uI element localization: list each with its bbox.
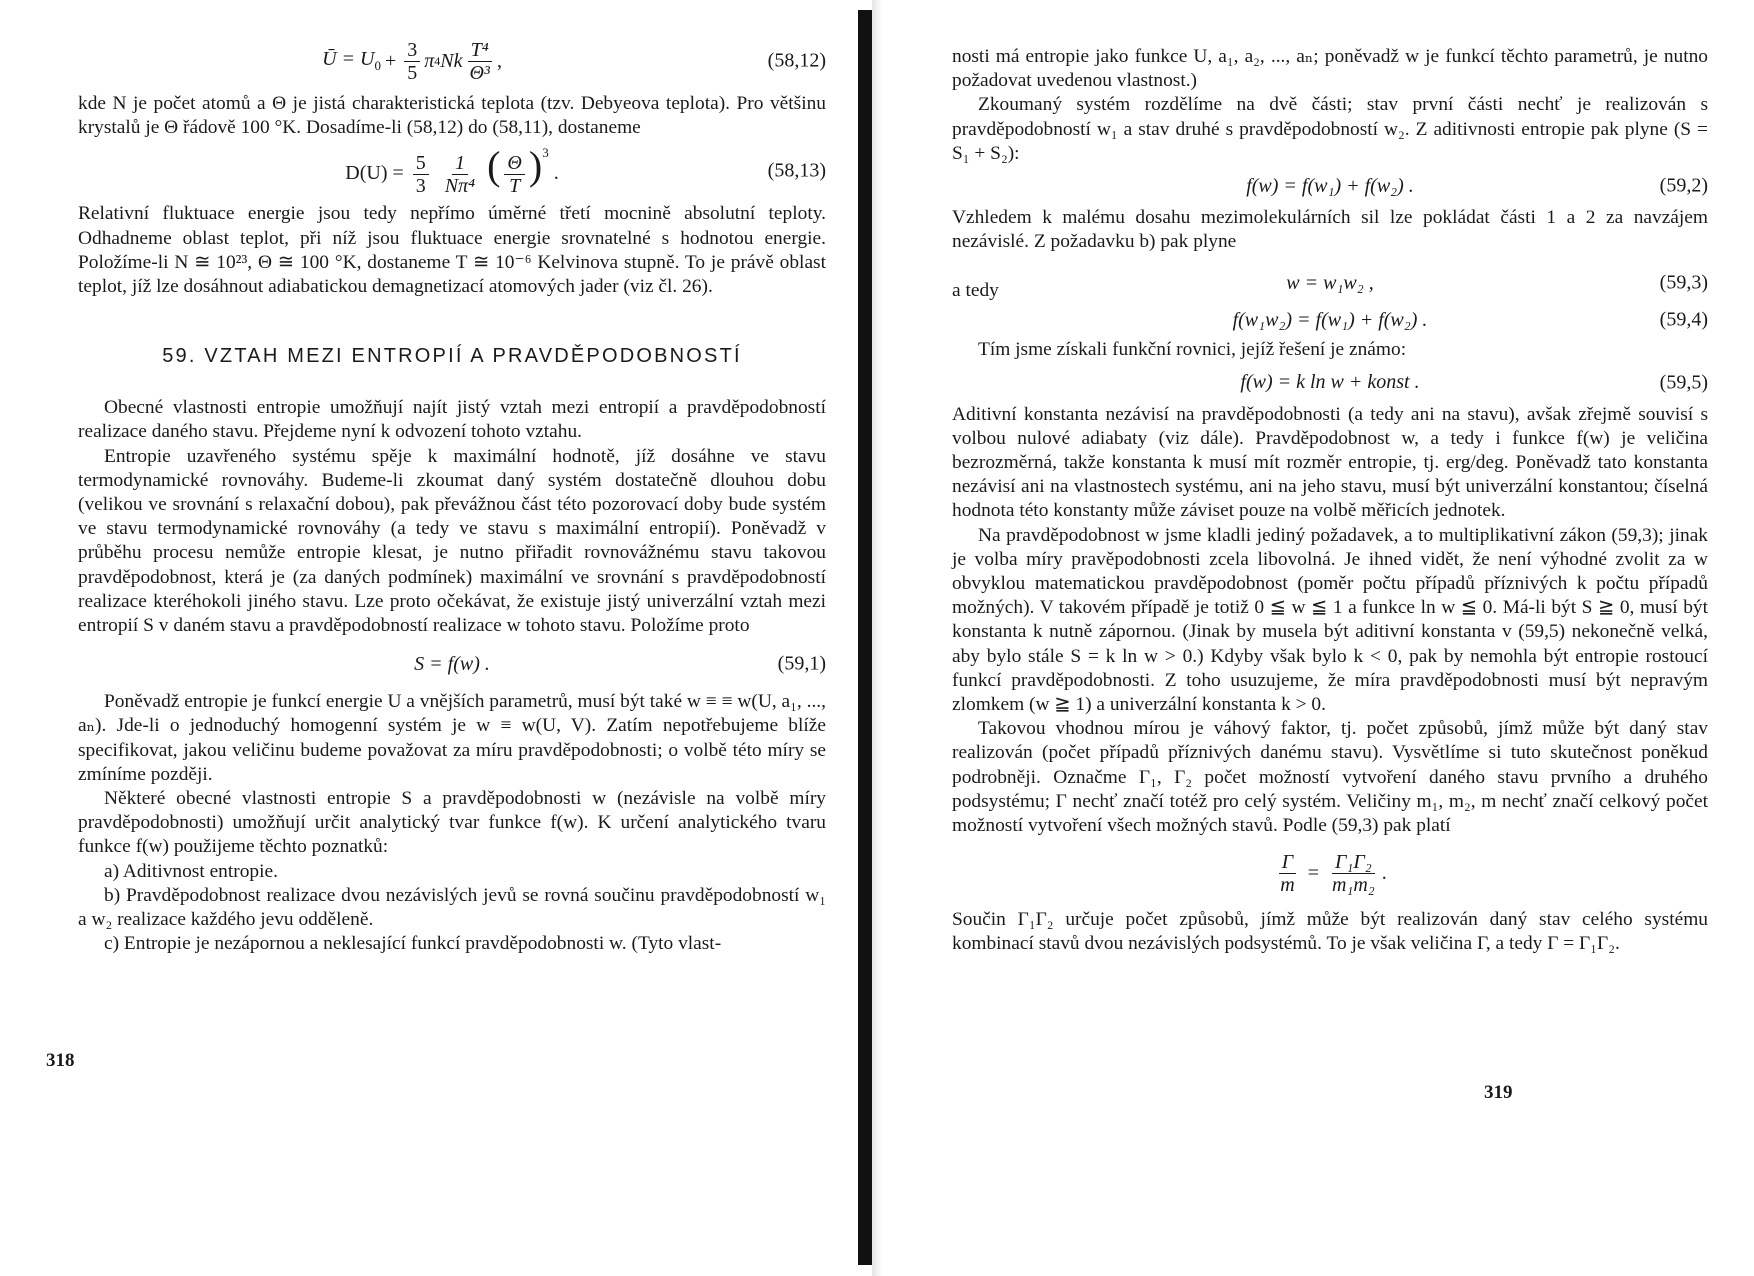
a-tedy-label: a tedy <box>952 280 999 302</box>
eq-59-5-expr: f(w) = k ln w + konst . <box>1240 371 1420 394</box>
eq-58-12-tail: , <box>496 49 502 72</box>
gamma-frac-1 <box>1277 851 1297 896</box>
equation-58-13: D(U) = $\frac{5}{3}$ $\frac{1}{\text{Nπ⁴}}$ ( $\frac{\Theta}{T}$ )$^3$ . (58,13) <box>345 143 826 198</box>
equation-59-1 <box>78 638 826 690</box>
eq-59-1-number: (59,1) <box>777 652 826 675</box>
left-paragraph-2: Relativní fluktuace energie jsou tedy nepřímo úměrné třetí mocnině absolutní teploty. Odhadneme oblast teplot, při níž jsou fluktuace energie srovnatelné s hodnotou energie. Položíme-li N ≅ 10²³, Θ ≅ 100 °K, dostaneme T ≅ 10⁻⁶ Kelvinova stupně. To je právě oblast teplot, jíž lze dosáhnout adiabatickou demagnetizací atomových jader (viz čl. 26). <box>78 203 826 298</box>
gamma-frac-2-num: Γ₁Γ₂ <box>1332 851 1375 874</box>
book-gutter <box>858 10 872 1265</box>
eq-58-12-pi: π <box>424 49 435 72</box>
eq-58-12-lhs: Ū = U <box>322 48 375 70</box>
eq-58-12-plus: + <box>384 49 397 72</box>
eq-58-12-nk: Nk <box>440 49 463 72</box>
eq-58-12-t-num: T⁴ <box>468 39 492 62</box>
eq-58-13-exp: 3 <box>542 145 549 161</box>
eq-58-12-frac-num: 3 <box>404 39 420 62</box>
eq-58-12-number: (58,12) <box>767 49 826 72</box>
section-heading: 59. VZTAH MEZI ENTROPIÍ A PRAVDĚPODOBNOSTÍ <box>162 345 742 368</box>
eq-58-12-frac-den: 5 <box>407 61 418 84</box>
right-paragraph-6: Na pravděpodobnost w jsme kladli jediný požadavek, a to multiplikativní zákon (59,3); jinak je volba míry pravěpodobnosti zcela libovolná. Je ihned vidět, že není výhodné zvolit za w obvyklou matematickou pravděpodobnost (poměr počtu případů příznivých k počtu případů možných). V takovém případě je totiž 0 ≦ w ≦ 1 a funkce ln w ≦ 0. Má-li být S ≧ 0, musí být konstanta k nutně zápornou. (Jinak by musela být aditivní konstanta v (59,5) nekonečně velká, aby bylo stále S = k ln w > 0.) Kdyby však bylo k < 0, pak by nemohla být entropie rostoucí funkcí pravděpodobnosti. Z toho usuzujeme, že míra pravděpodobnosti musí být nepravým zlomkem (w ≧ 1) a univerzální konstanta k > 0. <box>952 524 1708 716</box>
left-paragraph-3: Obecné vlastnosti entropie umožňují najít jistý vztah mezi entropií a pravděpodobností realizace daného stavu. Přejdeme nyní k odvození tohoto vztahu. <box>78 397 826 443</box>
gamma-frac-2 <box>1329 851 1378 896</box>
eq-58-12-frac <box>404 39 420 84</box>
eq-58-13-frac2 <box>442 152 478 197</box>
eq-58-13-tail: . <box>553 162 559 185</box>
gamma-frac-1-num: Γ <box>1279 851 1296 874</box>
gamma-frac-2-den: m₁m₂ <box>1331 873 1375 896</box>
eq-58-13-number: (58,13) <box>767 159 826 182</box>
list-item-a: a) Aditivnost entropie. <box>104 860 278 882</box>
eq-58-12-sup: 4 <box>434 53 441 68</box>
right-page <box>880 0 1754 1276</box>
eq-58-12-sub: 0 <box>374 58 381 73</box>
left-page <box>0 0 860 1276</box>
equation-gamma-ratio <box>952 838 1708 908</box>
list-item-b: b) Pravděpodobnost realizace dvou nezávislých jevů se rovná součinu pravděpodobností w₁ a w₂ realizace každého jevu odděleně. <box>78 884 826 931</box>
eq-58-13-f3-den: T <box>509 175 521 198</box>
right-paragraph-4: Tím jsme získali funkční rovnici, jejíž řešení je známo: <box>978 339 1407 361</box>
eq-58-13-lhs: D(U) = <box>345 162 404 185</box>
page-number-right: 319 <box>1484 1082 1513 1103</box>
equation-58-12 <box>78 30 826 92</box>
eq-59-3-number: (59,3) <box>1659 271 1708 294</box>
eq-58-13-f1-num: 5 <box>413 152 429 175</box>
left-paragraph-4: Entropie uzavřeného systému spěje k maximální hodnotě, jíž dosáhne ve stavu termodynamické rovnováhy. Budeme-li zkoumat daný systém dostatečně dlouhou dobu (velikou ve srovnání s relaxační dobou), pak převážnou část této pozorovací doby bude systém ve stavu termodynamické rovnováhy (a tedy ve stavu s maximální entropií). Poněvadž v průběhu procesu nemůže entropie klesat, je nutno přiřadit rovnovážnému stavu takovou pravděpodobnost, která je (za daných podmínek) maximální ve srovnání s pravděpodobností realizace kteréhokoli jiného stavu. Lze proto očekávat, že existuje jistý univerzální vztah mezi entropií S v daném stavu a pravděpodobností realizace w tohoto stavu. Položíme proto <box>78 445 826 637</box>
list-item-c: c) Entropie je nezápornou a neklesající funkcí pravděpodobnosti w. (Tyto vlast- <box>104 933 722 955</box>
gamma-tail: . <box>1381 861 1387 884</box>
eq-58-12-t-den: Θ³ <box>469 61 490 84</box>
right-paragraph-5: Aditivní konstanta nezávisí na pravděpodobnosti (a tedy ani na stavu), avšak zřejmě souvisí s volbou nulové adiabaty (viz dále). Pravděpodobnost w, a tedy i funkce f(w) je veličina bezrozměrná, takže konstanta k musí mít rozměr entropie, tj. erg/deg. Poněvadž tato konstanta nezávisí ani na vlastnostech systému, ani na jeho stavu, musí být univerzální konstantou; číselná hodnota této konstanty může záviset pouze na volbě měřicích jednotek. <box>952 403 1708 522</box>
page-number-left: 318 <box>46 1050 75 1071</box>
left-paragraph-1: kde N je počet atomů a Θ je jistá charakteristická teplota (tzv. Debyeova teplota). Pro většinu krystalů je Θ řádově 100 °K. Dosadíme-li (58,12) do (58,11), dostaneme <box>78 93 826 139</box>
equation-59-4 <box>952 302 1708 338</box>
gamma-frac-1-den: m <box>1280 873 1295 896</box>
right-paragraph-3: Vzhledem k malému dosahu mezimolekulárních sil lze pokládat části 1 a 2 za navzájem nezávislé. Z požadavku b) pak plyne <box>952 207 1708 253</box>
eq-58-13-f2-den: Nπ⁴ <box>444 175 476 198</box>
eq-59-2-expr: f(w) = f(w₁) + f(w₂) . <box>1246 174 1414 197</box>
equation-59-5 <box>952 363 1708 403</box>
left-paragraph-6: Některé obecné vlastnosti entropie S a pravděpodobnosti w (nezávisle na volbě míry pravděpodobnosti) umožňují určit analytický tvar funkce f(w). K určení analytického tvaru funkce f(w) použijeme těchto poznatků: <box>78 788 826 858</box>
eq-59-5-number: (59,5) <box>1659 371 1708 394</box>
eq-59-3-expr: w = w₁w₂ , <box>1286 271 1374 294</box>
left-paragraph-5: Poněvadž entropie je funkcí energie U a vnějších parametrů, musí být také w ≡ ≡ w(U, a₁, ..., aₙ). Jde-li o jednoduchý homogenní systém je w ≡ w(U, V). Zatím nepotřebujeme blíže specifikovat, jakou veličinu budeme považovat za míru pravděpodobnosti; o volbě této míry se zmíníme později. <box>78 691 826 785</box>
right-paragraph-1: nosti má entropie jako funkce U, a₁, a₂, ..., aₙ; poněvadž w je funkcí těchto parametrů, je nutno požadovat uvedenou vlastnost.) <box>952 46 1708 92</box>
eq-59-1-expr: S = f(w) . <box>414 652 490 675</box>
left-column <box>78 30 826 956</box>
eq-58-12-frac2 <box>466 39 492 84</box>
eq-58-13-f3-num: Θ <box>504 152 524 175</box>
eq-58-13-f2-num: 1 <box>452 152 468 175</box>
eq-59-2-number: (59,2) <box>1659 174 1708 197</box>
eq-58-13-f1-den: 3 <box>415 175 426 198</box>
equation-59-2 <box>952 166 1708 206</box>
eq-58-13-frac1 <box>413 152 429 197</box>
gamma-equals: = <box>1307 861 1319 884</box>
eq-59-4-expr: f(w₁w₂) = f(w₁) + f(w₂) . <box>1232 308 1428 331</box>
equation-59-3 <box>952 264 1708 302</box>
eq-58-13-frac3 <box>504 152 524 197</box>
right-paragraph-8: Součin Γ₁Γ₂ určuje počet způsobů, jímž může být realizován daný stav celého systému kombinací stavů dvou nezávislých podsystémů. To je však veličina Γ, a tedy Γ = Γ₁Γ₂. <box>952 909 1708 955</box>
right-column <box>952 45 1708 957</box>
right-paragraph-2: Zkoumaný systém rozdělíme na dvě části; stav první části nechť je realizován s pravděpodobností w₁ a stav druhé s pravděpodobností w₂. Z aditivnosti entropie pak plyne (S = S₁ + S₂): <box>952 94 1708 164</box>
eq-59-4-number: (59,4) <box>1659 308 1708 331</box>
right-paragraph-7: Takovou vhodnou mírou je váhový faktor, tj. počet způsobů, jímž může být daný stav realizován (počet případů příznivých danému stavu). Vysvětlíme si tuto skutečnost poněkud podrobněji. Označme Γ₁, Γ₂ počet možností vytvoření daného stavu prvního a druhého podsystému; Γ nechť značí totéž pro celý systém. Veličiny m₁, m₂, m nechť značí celkový počet možností vytvoření všech možných stavů. Podle (59,3) pak platí <box>952 718 1708 837</box>
